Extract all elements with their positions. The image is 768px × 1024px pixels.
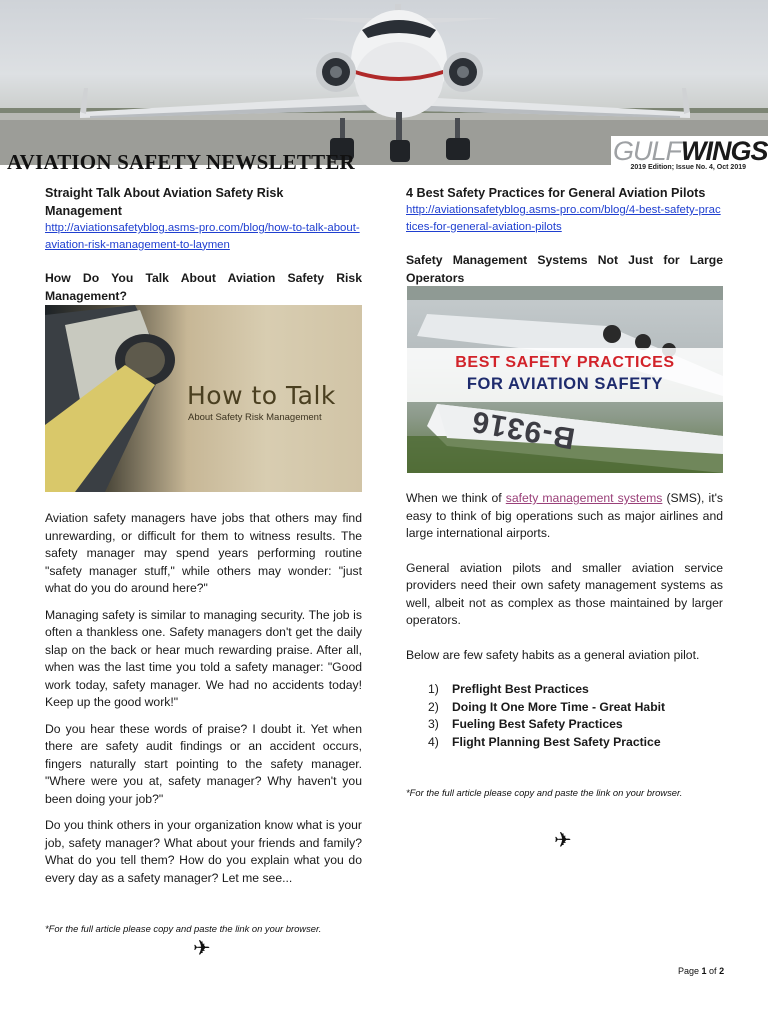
- right-footnote: *For the full article please copy and paste the link on your browser.: [406, 787, 683, 798]
- left-article-body: [45, 510, 362, 887]
- list-item-text: Flight Planning Best Safety Practice: [452, 734, 661, 749]
- left-paragraph: Do you hear these words of praise? I doubt it. Yet when there are safety audit findings or an accident occurs, fingers naturally start pointing to the safety manager. "Where were you at, safety manager? Why haven't you been doing your job?": [45, 721, 362, 806]
- newsletter-title: AVIATION SAFETY NEWSLETTER: [7, 150, 355, 174]
- page-number: [678, 966, 724, 976]
- brand-logo: [613, 136, 768, 165]
- how-to-talk-image: [45, 305, 362, 492]
- image-headline-2: FOR AVIATION SAFETY: [466, 375, 664, 393]
- left-footnote: *For the full article please copy and paste the link on your browser.: [45, 923, 322, 934]
- brand-name-part2: WINGS: [681, 136, 768, 165]
- right-article-subhead: Safety Management Systems Not Just for Large Operators: [406, 253, 723, 285]
- left-article-link[interactable]: http://aviationsafetyblog.asms-pro.com/blog/how-to-talk-about-aviation-risk-management-to-laymen: [45, 222, 360, 251]
- left-paragraph: Do you think others in your organization know what is your job, safety manager? What about your friends and family? What do you tell them? How do you explain what you do every day as a safety manager? Let me see...: [45, 818, 362, 885]
- safety-habits-list: [406, 681, 723, 751]
- right-article-body: [406, 490, 723, 751]
- list-item: [406, 734, 723, 752]
- right-article: [406, 184, 723, 287]
- left-paragraph: Aviation safety managers have jobs that others may find unrewarding, or difficult for them to witness results. The safety manager may spend years performing routine "safety manager stuff," while others may wonder: "just what do you do around here?": [45, 511, 362, 595]
- page-label: Page: [678, 966, 702, 976]
- left-paragraph: Managing safety is similar to managing security. The job is often a thankless one. Safety managers don't get the daily slap on the back or hear much rewarding praise. After all, when was the last time you told a safety manager: "Good work today, safety manager. We had no accidents today! Keep up the good work!": [45, 607, 362, 709]
- right-paragraph-1: [406, 490, 723, 543]
- list-number: 2): [428, 699, 439, 714]
- left-article: [45, 184, 362, 305]
- list-item-text: Fueling Best Safety Practices: [452, 717, 623, 731]
- page-total: 2: [719, 966, 725, 976]
- paragraph-text: When we think of: [406, 491, 506, 505]
- page-current: 1: [701, 966, 707, 976]
- left-article-title: Straight Talk About Aviation Safety Risk Management: [45, 186, 284, 218]
- page-of: of: [706, 966, 720, 976]
- right-article-link[interactable]: http://aviationsafetyblog.asms-pro.com/blog/4-best-safety-practices-for-general-aviation-pilots: [406, 204, 721, 233]
- list-number: 1): [428, 682, 439, 696]
- list-item-text: Doing It One More Time - Great Habit: [452, 699, 666, 714]
- brand-logo-box: [611, 136, 768, 165]
- tail-registration: B-9316: [468, 404, 578, 455]
- brand-name-part1: GULF: [613, 136, 682, 165]
- best-safety-practices-image: [407, 286, 723, 473]
- image-headline-1: BEST SAFETY PRACTICES: [455, 354, 675, 371]
- header-banner: [0, 0, 768, 165]
- image-title: How to Talk: [187, 381, 336, 410]
- list-item: [406, 681, 723, 699]
- list-number: 3): [428, 717, 439, 731]
- edition-label: 2019 Edition; Issue No. 4, Oct 2019: [630, 164, 746, 171]
- paragraph-text: (SMS), it's easy to think of big operations such as major airlines and large international airports.: [406, 491, 724, 540]
- list-number: 4): [428, 734, 439, 749]
- airplane-icon: ✈: [554, 829, 572, 852]
- sms-link[interactable]: safety management systems: [505, 491, 663, 505]
- left-article-subhead: How Do You Talk About Aviation Safety Risk Management?: [45, 271, 362, 303]
- right-paragraph-2: General aviation pilots and smaller aviation service providers need their own safety management systems as well, albeit not as complex as those maintained by larger operators.: [406, 560, 723, 627]
- list-item-text: Preflight Best Practices: [452, 682, 589, 696]
- right-paragraph-3: Below are few safety habits as a general aviation pilot.: [406, 647, 700, 662]
- right-article-title: 4 Best Safety Practices for General Aviation Pilots: [406, 186, 706, 200]
- list-item: [406, 716, 723, 734]
- airplane-icon: ✈: [193, 937, 211, 960]
- image-subtitle: About Safety Risk Management: [188, 412, 322, 423]
- list-item: [406, 699, 723, 717]
